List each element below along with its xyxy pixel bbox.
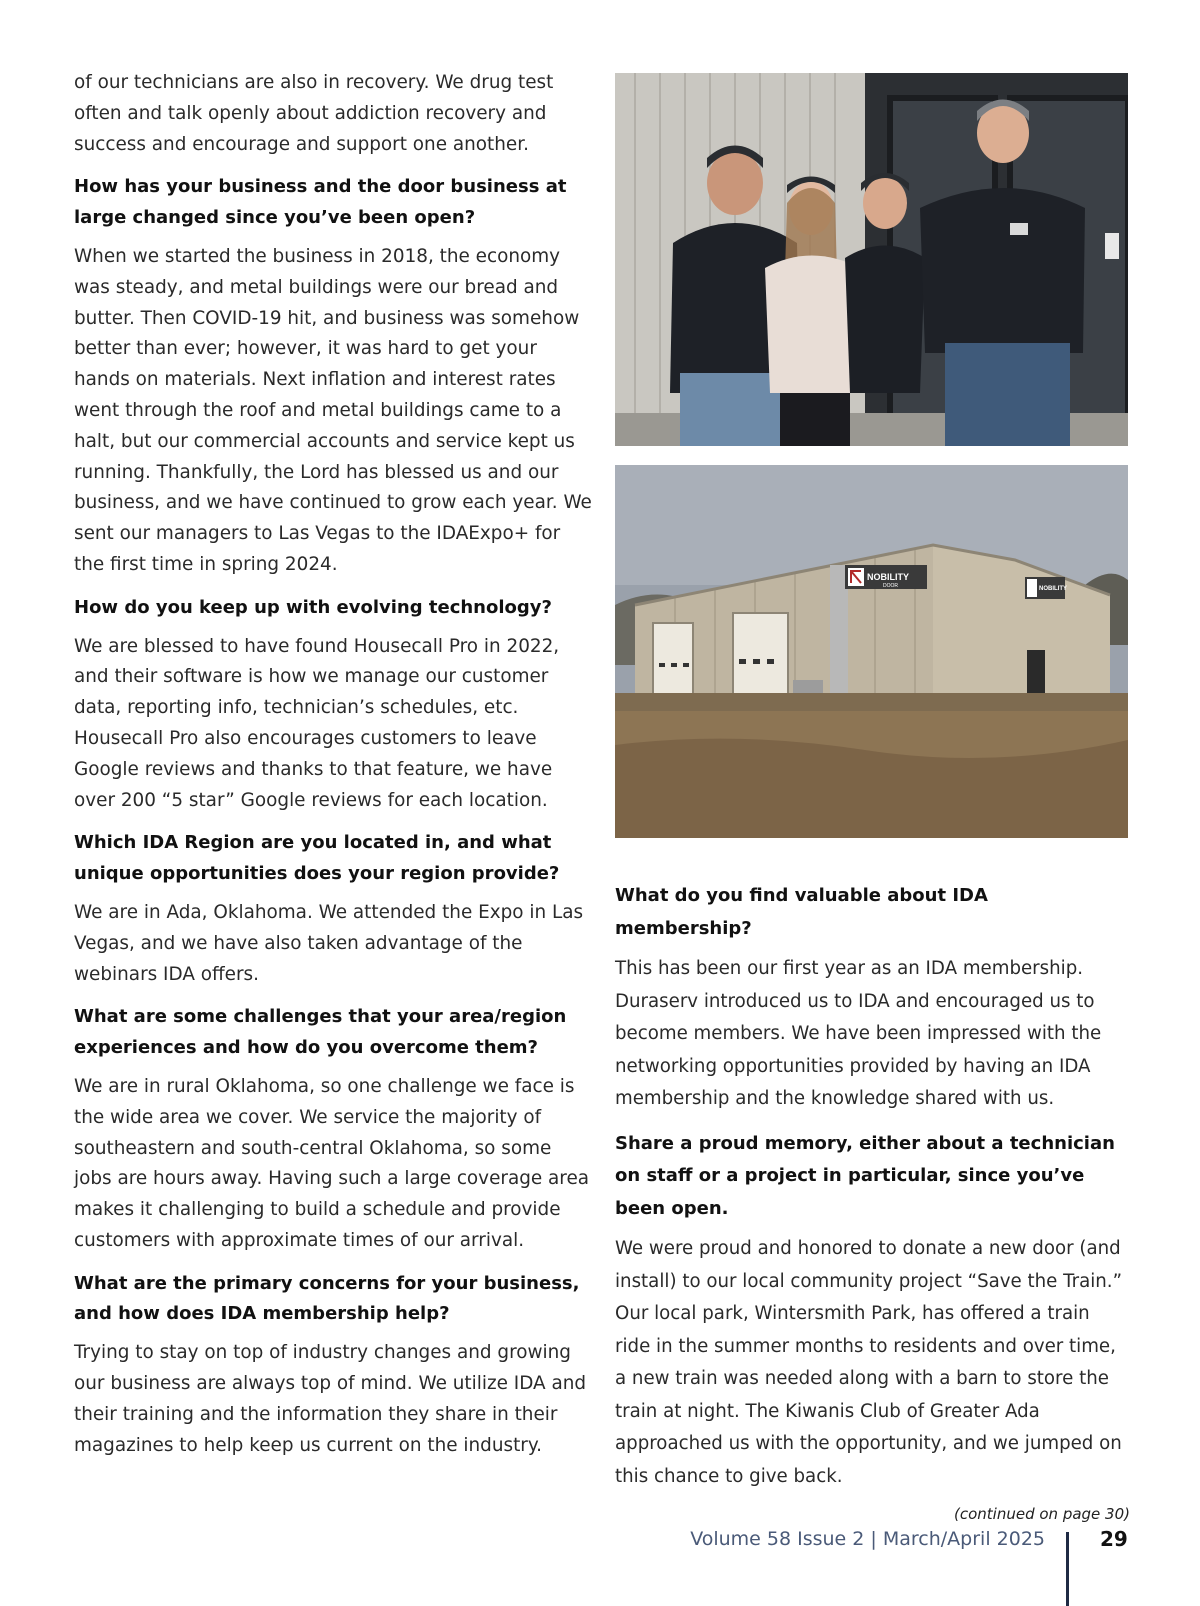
page-number: 29 <box>1100 1527 1128 1551</box>
paragraph: We are blessed to have found Housecall Pro in 2022, and their software is how we manage our customer data, reporting info, technician’s schedules, etc. Housecall Pro also encourages customers to leave Google reviews and thanks to that feature, we have over 200 “5 star” Google reviews for each location. <box>74 635 560 811</box>
sign-text: NOBILITY <box>867 572 909 582</box>
question-heading: How has your business and the door business at large changed since you’ve been open? <box>74 176 567 229</box>
question-heading: What are the primary concerns for your business, and how does IDA membership help? <box>74 1272 580 1325</box>
paragraph: When we started the business in 2018, the economy was steady, and metal buildings were our bread and butter. Then COVID-19 hit, and business was somehow better than ever; however, it was hard to get your hands on materials. Next inflation and interest rates went through the roof and metal buildings came to a halt, but our commercial accounts and service kept us running. Thankfully, the Lord has blessed us and our business, and we have continued to grow each year. We sent our managers to Las Vegas to the IDAExpo+ for the first time in spring 2024. <box>74 245 592 575</box>
question-heading: Which IDA Region are you located in, and what unique opportunities does your region provide? <box>74 832 560 885</box>
building-photo <box>615 465 1128 838</box>
issue-info: Volume 58 Issue 2 | March/April 2025 <box>690 1528 1045 1550</box>
paragraph: This has been our first year as an IDA membership. Duraserv introduced us to IDA and encouraged us to become members. We have been impressed with the networking opportunities provided by having an IDA membership and the knowledge shared with us. <box>615 958 1102 1109</box>
family-photo <box>615 73 1128 446</box>
paragraph: We are in rural Oklahoma, so one challenge we face is the wide area we cover. We service the majority of southeastern and south-central Oklahoma, so some jobs are hours away. Having such a large coverage area makes it challenging to build a schedule and provide customers with approximate times of our arrival. <box>74 1075 590 1251</box>
left-column <box>74 68 594 1473</box>
question-heading: How do you keep up with evolving technology? <box>74 596 552 618</box>
sign-text-2: NOBILITY <box>1039 586 1067 592</box>
paragraph: of our technicians are also in recovery. We drug test often and talk openly about addiction recovery and success and encourage and support one another. <box>74 72 554 155</box>
question-heading: What are some challenges that your area/region experiences and how do you overcome them? <box>74 1006 567 1059</box>
question-heading: What do you find valuable about IDA membership? <box>615 885 988 939</box>
right-column <box>615 880 1130 1523</box>
question-heading: Share a proud memory, either about a technician on staff or a project in particular, since you’ve been open. <box>615 1132 1115 1219</box>
paragraph: Trying to stay on top of industry changes and growing our business are always top of mind. We utilize IDA and their training and the information they share in their magazines to help keep us current on the industry. <box>74 1342 587 1456</box>
paragraph: We are in Ada, Oklahoma. We attended the Expo in Las Vegas, and we have also taken advantage of the webinars IDA offers. <box>74 901 584 985</box>
continued-note: (continued on page 30) <box>954 1505 1130 1523</box>
sign-subtext: DOOR <box>883 583 898 589</box>
footer-divider <box>1066 1532 1069 1606</box>
paragraph: We were proud and honored to donate a new door (and install) to our local community project “Save the Train.” Our local park, Wintersmith Park, has offered a train ride in the summer months to residents and over time, a new train was needed along with a barn to store the train at night. The Kiwanis Club of Greater Ada approached us with the opportunity, and we jumped on this chance to give back. <box>615 1238 1122 1487</box>
